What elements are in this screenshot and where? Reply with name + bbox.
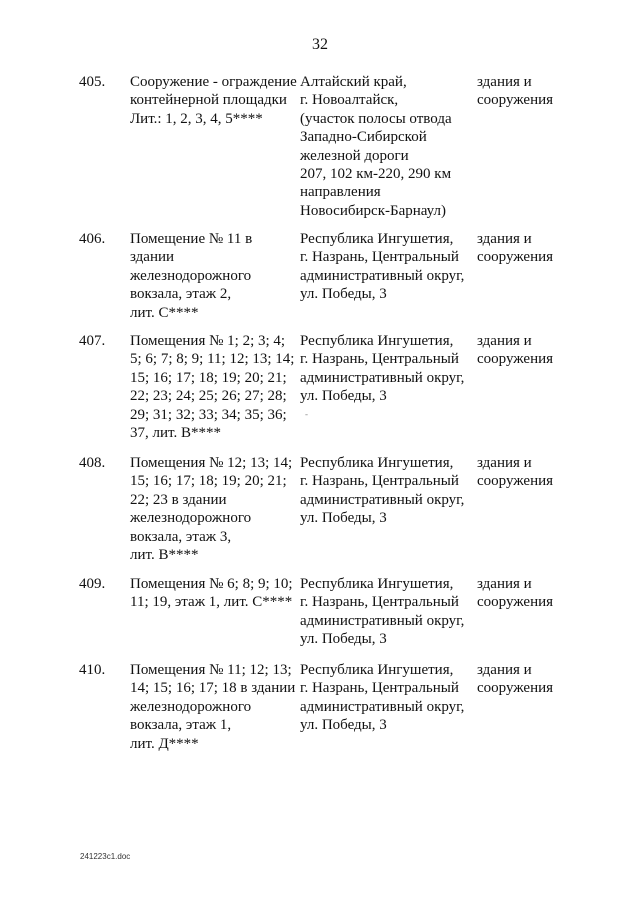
object-address: Республика Ингушетия, г. Назрань, Центральный административный округ, ул. Победы, 3 [300, 662, 465, 734]
object-name: Помещения № 12; 13; 14; 15; 16; 17; 18; 19; 20; 21; 22; 23 в здании железнодорожного вокзала, этаж 3, лит. В**** [130, 455, 293, 564]
row-number: 407. [79, 333, 106, 349]
object-name: Помещения № 11; 12; 13; 14; 15; 16; 17; 18 в здании железнодорожного вокзала, этаж 1, лит. Д**** [130, 662, 296, 752]
row-number: 408. [79, 455, 106, 471]
object-name: Помещения № 6; 8; 9; 10; 11; 19, этаж 1, лит. С**** [130, 576, 293, 611]
object-address: Республика Ингушетия, г. Назрань, Центральный административный округ, ул. Победы, 3 [300, 231, 465, 303]
object-name: Помещение № 11 в здании железнодорожного вокзала, этаж 2, лит. С**** [130, 231, 253, 321]
object-name: Помещения № 1; 2; 3; 4; 5; 6; 7; 8; 9; 11; 12; 13; 14; 15; 16; 17; 18; 19; 20; 21; 22; 23; 24; 25; 26; 27; 28; 29; 31; 32; 33; 34; 35; 36; 37, лит. В**** [130, 333, 295, 442]
object-category: здания и сооружения [477, 576, 554, 611]
object-address: Алтайский край, г. Новоалтайск, (участок полосы отвода Западно-Сибирской железной дороги 207, 102 км-220, 290 км направления Новосибирск-Барнаул) [300, 74, 452, 219]
row-number: 409. [79, 576, 106, 592]
object-address: Республика Ингушетия, г. Назрань, Центральный административный округ, ул. Победы, 3 [300, 455, 465, 527]
object-category: здания и сооружения [477, 455, 554, 490]
page-number: 32 [312, 36, 328, 53]
object-category: здания и сооружения [477, 231, 554, 266]
object-address: Республика Ингушетия, г. Назрань, Центральный административный округ, ул. Победы, 3 [300, 333, 465, 405]
object-address: Республика Ингушетия, г. Назрань, Центральный административный округ, ул. Победы, 3 [300, 576, 465, 648]
object-category: здания и сооружения [477, 662, 554, 697]
object-category: здания и сооружения [477, 333, 554, 368]
object-category: здания и сооружения [477, 74, 554, 109]
row-number: 406. [79, 231, 106, 247]
document-filename: 241223c1.doc [80, 852, 131, 861]
object-name: Сооружение - ограждение контейнерной площадки Лит.: 1, 2, 3, 4, 5**** [130, 74, 297, 127]
scan-artifact-mark: - [305, 409, 308, 419]
row-number: 405. [79, 74, 106, 90]
row-number: 410. [79, 662, 106, 678]
